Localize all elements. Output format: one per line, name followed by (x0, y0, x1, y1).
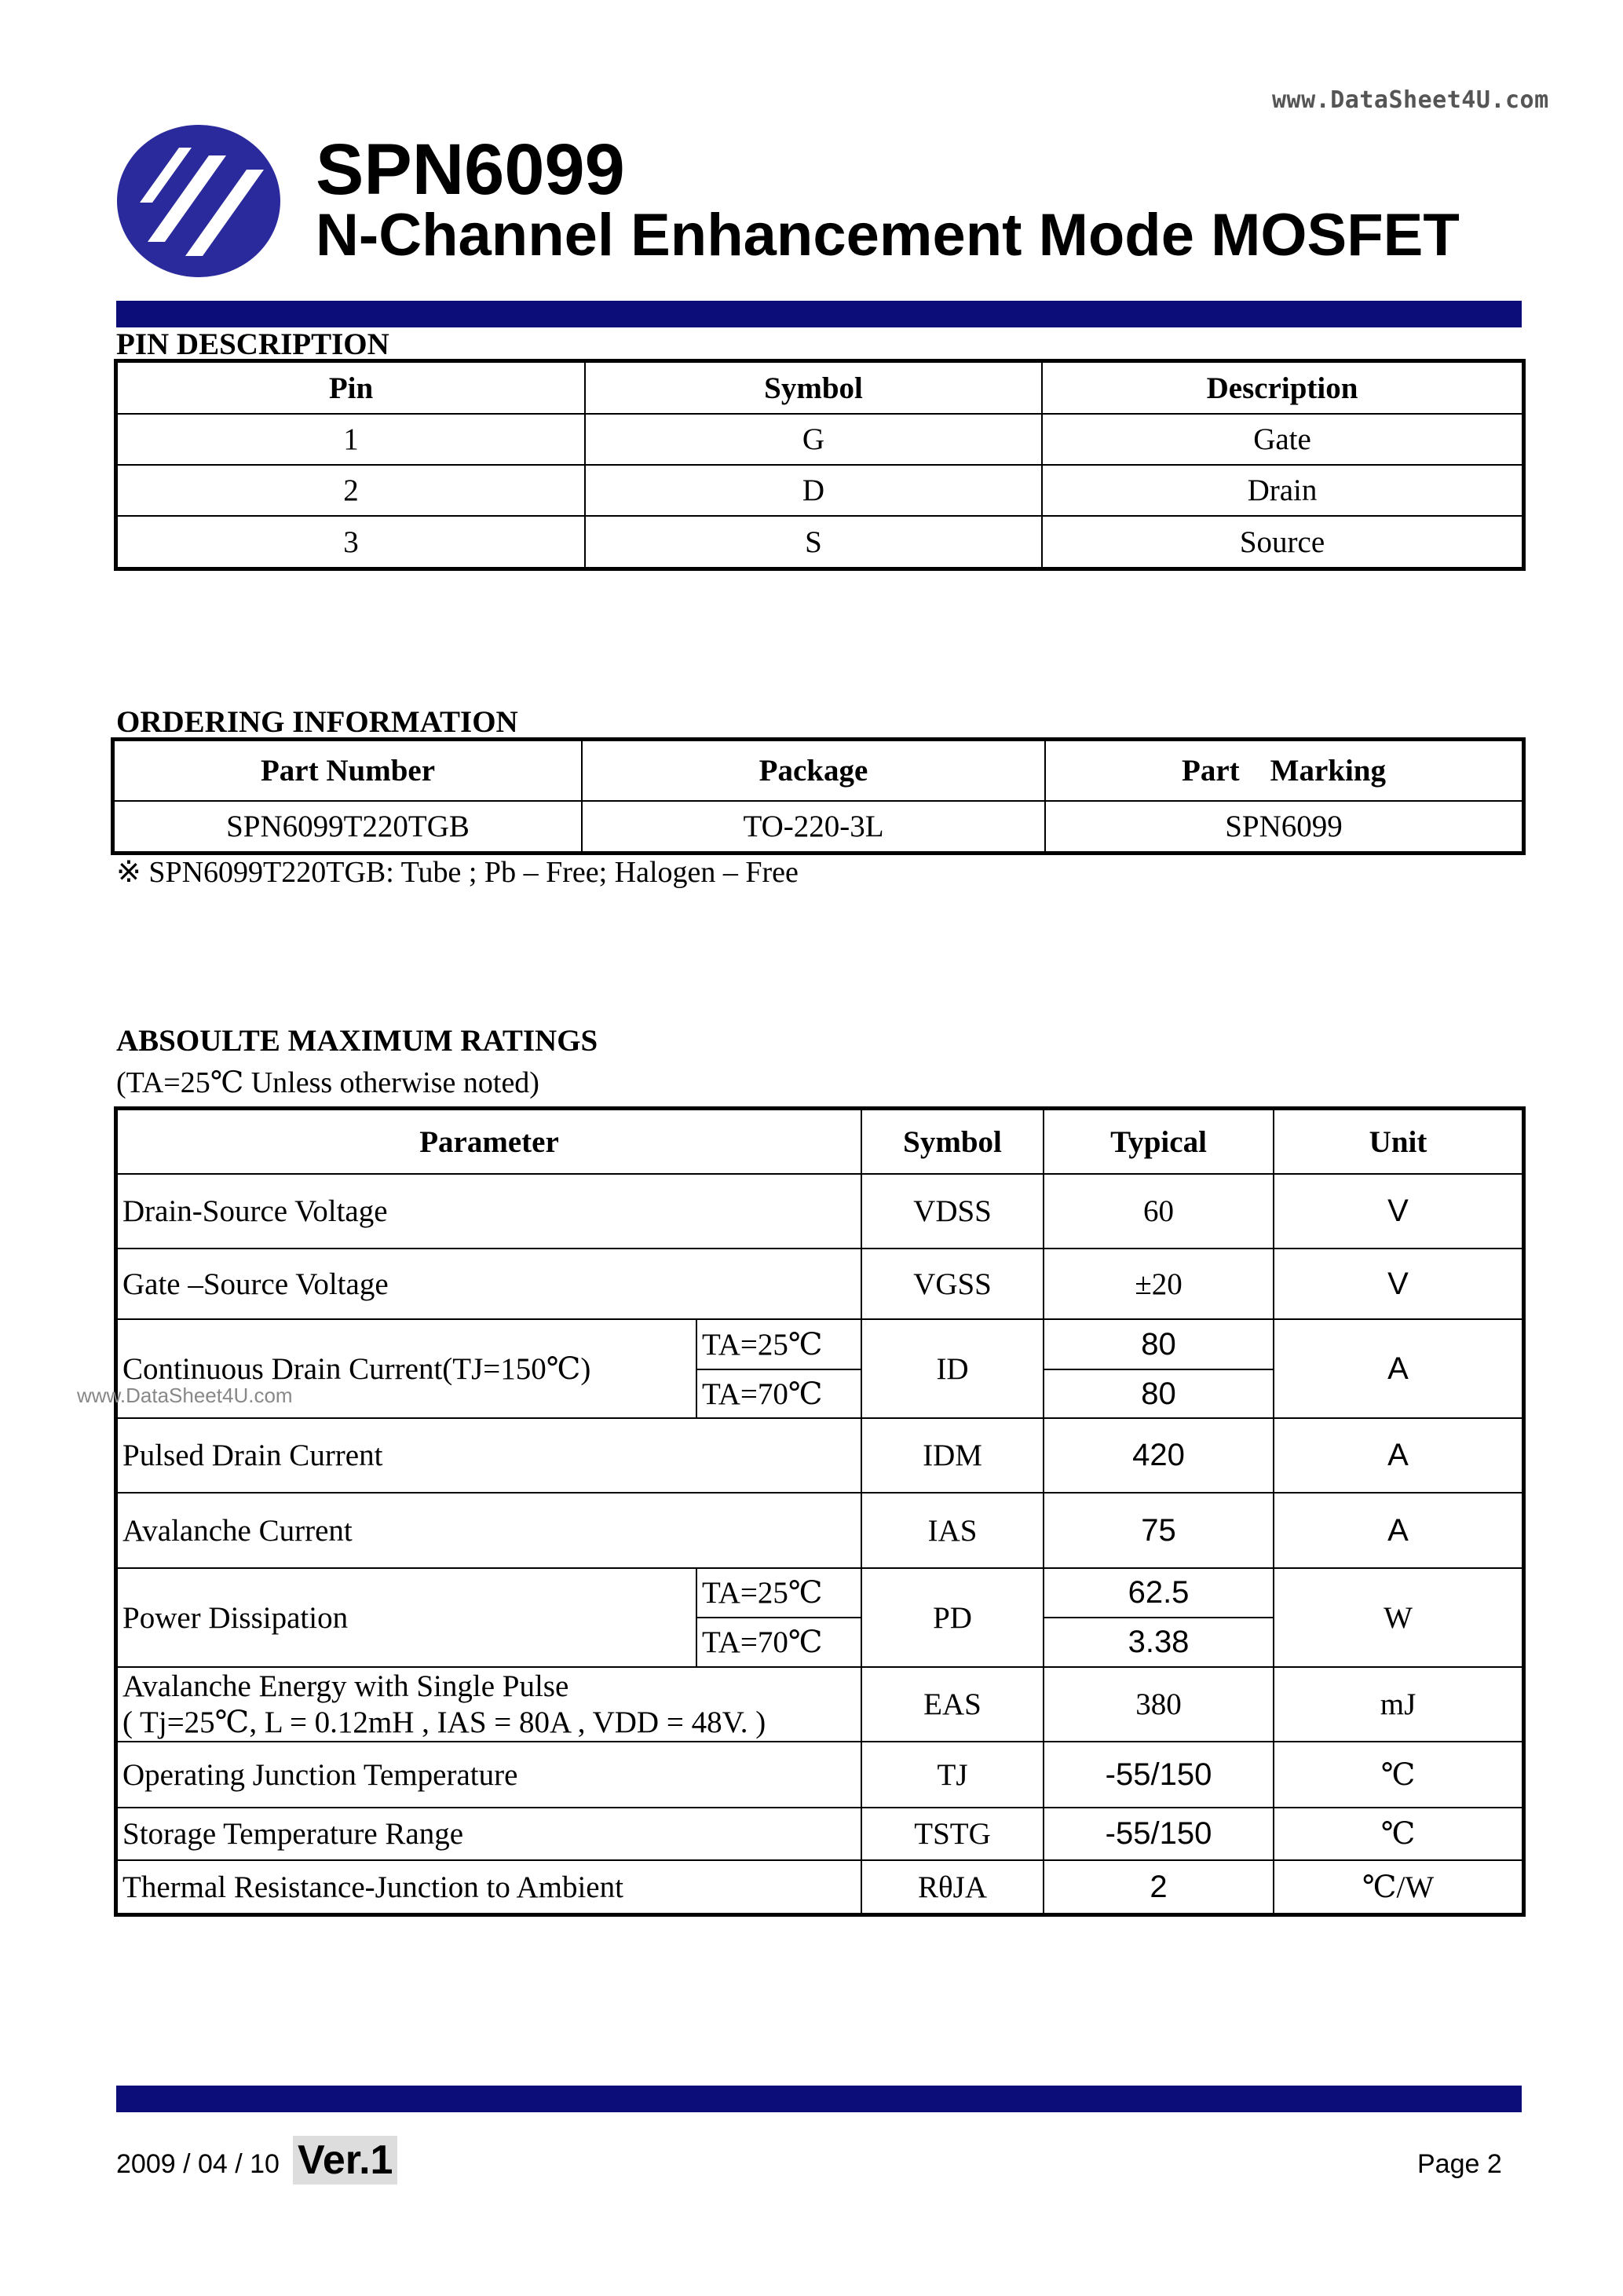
ratings-conditions-note: (TA=25℃ Unless otherwise noted) (116, 1066, 539, 1099)
parameter-header: Parameter (117, 1110, 861, 1174)
ordering-information-table (113, 740, 1523, 853)
condition-cell: TA=25℃ (696, 1568, 861, 1618)
table-row (117, 1808, 1522, 1860)
parameter-condition-line: ( Tj=25℃, L = 0.12mH , IAS = 80A , VDD = 48V. ) (122, 1705, 766, 1739)
device-subtitle: N-Channel Enhancement Mode MOSFET (316, 202, 1460, 269)
symbol-cell: VGSS (861, 1249, 1044, 1319)
footer-divider-bar (116, 2086, 1522, 2112)
typical-cell: 80 (1044, 1369, 1274, 1418)
condition-cell: TA=25℃ (696, 1319, 861, 1369)
typical-header: Typical (1044, 1110, 1274, 1174)
symbol-cell: EAS (861, 1667, 1044, 1742)
table-row (117, 1860, 1522, 1914)
ordering-note: ※ SPN6099T220TGB: Tube ; Pb – Free; Halogen – Free (116, 856, 799, 889)
parameter-cell: Pulsed Drain Current (117, 1418, 861, 1493)
table-row (117, 1319, 1522, 1369)
pin-description: Source (1042, 516, 1522, 568)
pin-description: Gate (1042, 414, 1522, 465)
unit-cell: A (1274, 1418, 1522, 1493)
symbol-cell: IAS (861, 1493, 1044, 1568)
typical-cell: -55/150 (1044, 1808, 1274, 1860)
absolute-max-ratings-title: ABSOULTE MAXIMUM RATINGS (116, 1024, 598, 1058)
parameter-cell: Continuous Drain Current(TJ=150℃) (117, 1319, 696, 1418)
pin-header: Pin (117, 362, 585, 414)
table-row (117, 1418, 1522, 1493)
version-badge: Ver.1 (293, 2136, 397, 2184)
parameter-cell: Operating Junction Temperature (117, 1742, 861, 1808)
typical-cell: 80 (1044, 1319, 1274, 1369)
part-marking-header: Part Marking (1045, 740, 1522, 801)
pin-symbol: D (585, 465, 1042, 516)
table-row (117, 1568, 1522, 1618)
pin-description: Drain (1042, 465, 1522, 516)
symbol-header: Symbol (861, 1110, 1044, 1174)
table-row (117, 414, 1522, 465)
symbol-cell: ID (861, 1319, 1044, 1418)
table-row (117, 1174, 1522, 1249)
parameter-cell: Avalanche Current (117, 1493, 861, 1568)
typical-cell: 2 (1044, 1860, 1274, 1914)
unit-cell: ℃/W (1274, 1860, 1522, 1914)
symbol-cell: TSTG (861, 1808, 1044, 1860)
unit-cell: ℃ (1274, 1808, 1522, 1860)
parameter-cell: Power Dissipation (117, 1568, 696, 1667)
table-row (114, 801, 1522, 852)
unit-cell: A (1274, 1319, 1522, 1418)
pin-description-table (116, 361, 1523, 569)
table-row (117, 1493, 1522, 1568)
unit-cell: mJ (1274, 1667, 1522, 1742)
unit-cell: ℃ (1274, 1742, 1522, 1808)
pin-symbol: G (585, 414, 1042, 465)
typical-cell: 380 (1044, 1667, 1274, 1742)
symbol-cell: RθJA (861, 1860, 1044, 1914)
typical-cell: 75 (1044, 1493, 1274, 1568)
package-header: Package (582, 740, 1045, 801)
page-number: Page 2 (1417, 2149, 1502, 2179)
typical-cell: 62.5 (1044, 1568, 1274, 1618)
typical-cell: ±20 (1044, 1249, 1274, 1319)
table-row (117, 516, 1522, 568)
typical-cell: 3.38 (1044, 1618, 1274, 1667)
part-marking: SPN6099 (1045, 801, 1522, 852)
condition-cell: TA=70℃ (696, 1618, 861, 1667)
symbol-cell: PD (861, 1568, 1044, 1667)
table-row (117, 1667, 1522, 1742)
parameter-cell: Drain-Source Voltage (117, 1174, 861, 1249)
pin-number: 2 (117, 465, 585, 516)
table-row (117, 1249, 1522, 1319)
absolute-max-ratings-table (116, 1109, 1523, 1914)
package: TO-220-3L (582, 801, 1045, 852)
description-header: Description (1042, 362, 1522, 414)
table-row (117, 1742, 1522, 1808)
typical-cell: -55/150 (1044, 1742, 1274, 1808)
unit-cell: V (1274, 1174, 1522, 1249)
company-logo-icon (116, 124, 281, 278)
table-row (117, 465, 1522, 516)
typical-cell: 60 (1044, 1174, 1274, 1249)
symbol-cell: IDM (861, 1418, 1044, 1493)
typical-cell: 420 (1044, 1418, 1274, 1493)
parameter-cell (117, 1667, 861, 1742)
unit-cell: W (1274, 1568, 1522, 1667)
unit-cell: V (1274, 1249, 1522, 1319)
condition-cell: TA=70℃ (696, 1369, 861, 1418)
header-divider-bar (116, 301, 1522, 327)
site-watermark: www.DataSheet4U.com (1272, 86, 1549, 114)
parameter-cell: Thermal Resistance-Junction to Ambient (117, 1860, 861, 1914)
unit-cell: A (1274, 1493, 1522, 1568)
part-number-header: Part Number (114, 740, 582, 801)
parameter-cell: Gate –Source Voltage (117, 1249, 861, 1319)
part-title: SPN6099 (316, 130, 625, 210)
pin-number: 3 (117, 516, 585, 568)
pin-description-title: PIN DESCRIPTION (116, 327, 389, 361)
parameter-cell: Storage Temperature Range (117, 1808, 861, 1860)
ordering-information-title: ORDERING INFORMATION (116, 705, 518, 739)
revision-date: 2009 / 04 / 10 (116, 2149, 280, 2179)
unit-header: Unit (1274, 1110, 1522, 1174)
pin-symbol: S (585, 516, 1042, 568)
pin-number: 1 (117, 414, 585, 465)
symbol-cell: VDSS (861, 1174, 1044, 1249)
parameter-line: Avalanche Energy with Single Pulse (122, 1669, 569, 1703)
symbol-cell: TJ (861, 1742, 1044, 1808)
symbol-header: Symbol (585, 362, 1042, 414)
mid-watermark: www.DataSheet4U.com (77, 1384, 293, 1407)
part-number: SPN6099T220TGB (114, 801, 582, 852)
